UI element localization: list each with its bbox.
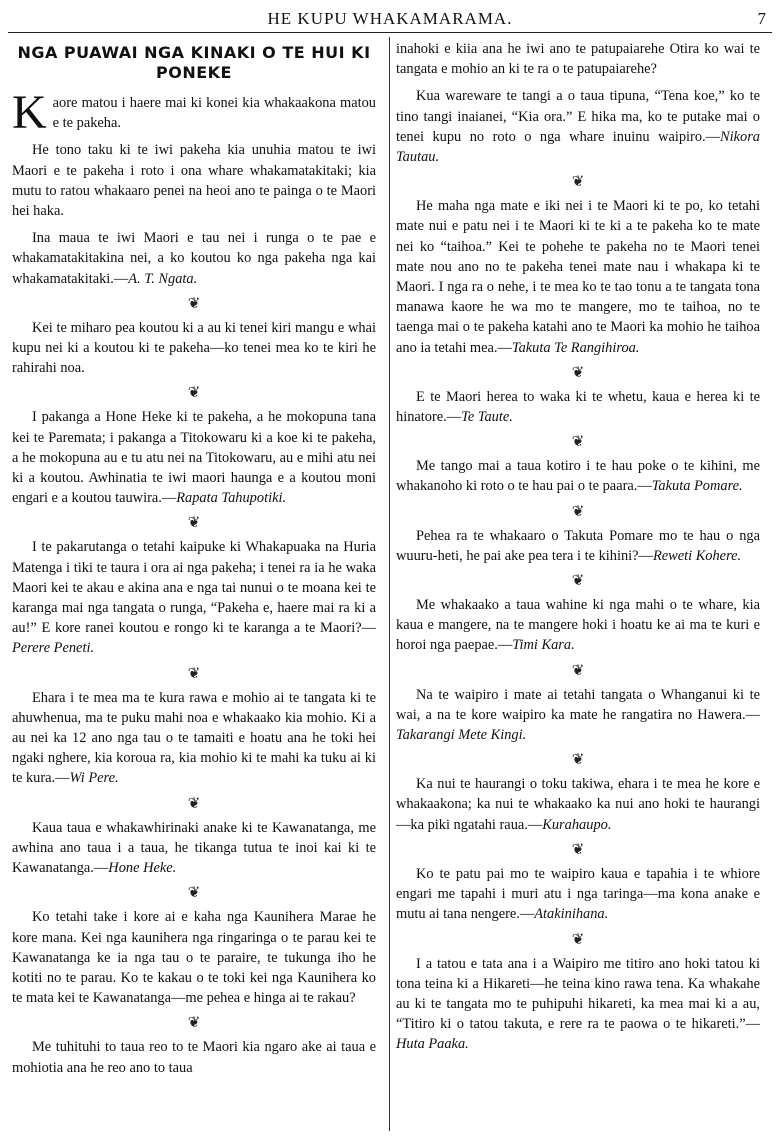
signature: Takuta Pomare. — [651, 478, 743, 495]
paragraph — [396, 774, 760, 835]
paragraph — [396, 685, 760, 746]
paragraph — [12, 1037, 376, 1077]
signature: A. T. Ngata. — [128, 270, 198, 287]
signature: Wi Pere. — [69, 770, 119, 787]
paragraph-text: Pehea ra te whakaaro o Takuta Pomare mo te hau o nga wuuru-heti, he pai ake pea tera i te kihini?— — [396, 527, 760, 564]
signature: Rapata Tahupotiki. — [176, 490, 287, 507]
paragraph — [396, 387, 760, 427]
paragraph-text: inahoki e kiia ana he iwi ano te patupaiarehe Otira ko wai te tangata e mohio an ki te ra o te patupaiarehe? — [396, 41, 760, 78]
paragraph-text: Ina maua te iwi Maori e tau nei i runga o te pae e whakamatakitakina nei, a ko koutou ko nga pakeha nga kai whakamatakitaki.— — [12, 230, 376, 287]
signature: Hone Heke. — [108, 860, 177, 877]
ornament-icon: ❦ — [571, 662, 585, 679]
paragraph — [396, 196, 760, 358]
signature: Huta Paaka. — [396, 1036, 469, 1053]
signature: Takuta Te Rangihiroa. — [511, 339, 640, 356]
ornament-icon: ❦ — [571, 434, 585, 451]
running-title: HE KUPU WHAKAMARAMA. — [267, 9, 513, 28]
page-number: 7 — [757, 9, 766, 28]
signature: Nikora Tautau. — [396, 128, 760, 166]
paragraph-text: aore matou i haere mai ki konei kia whakaakona matou e te pakeha. — [52, 95, 376, 132]
ornament-icon: ❦ — [187, 1015, 201, 1032]
paragraph-text: I a tatou e tata ana i a Waipiro me titiro ano hoki tatou ki tona teina ki a Hikareti—he teina kino rawa tena. Ka whakahe au ki te tangata mo te puhipuhi hikareti, ka mea mai ki a au, “Titiro ki o tatou takuta, e rere ra te paowa o te hikareti.”— — [396, 955, 760, 1033]
paragraph-text: Me whakaako a taua wahine ki nga mahi o te whare, kia kaua e mangere, na te mangere hoki i hoatu ke ai ma te kuri e horoi nga paepae.— — [396, 597, 760, 654]
paragraph-text: Ko te patu pai mo te waipiro kaua e tapahia i te whiore engari me tapahi i muri atu i nga taringa—ma kona anake e mutu ai tana nengere.— — [396, 865, 760, 923]
signature: Te Taute. — [461, 409, 513, 426]
drop-cap: K — [12, 86, 47, 139]
columns — [8, 33, 772, 1137]
paragraph-text: He tono taku ki te iwi pakeha kia unuhia matou te iwi Maori e te pakeha i roto i ona whare whakamatakitaki; kia mutu to ratou whakaaro penei na heoi ano te painga o te Maori hei haka. — [12, 142, 376, 220]
ornament-icon: ❦ — [571, 364, 585, 381]
ornament-icon: ❦ — [571, 841, 585, 858]
ornament-icon: ❦ — [187, 295, 201, 312]
paragraph-text: Na te waipiro i mate ai tetahi tangata o Whanganui ki te wai, a na te kore waipiro ka mate he rangatira no Hawera.— — [396, 686, 760, 723]
ornament-icon: ❦ — [187, 795, 201, 812]
paragraph-text: Kua wareware te tangi a o taua tipuna, “Tena koe,” ko te tino tangi inaianei, “Kia ora.” E hika ma, ko te putake mai o tenei kupu no roto o nga whare inuinu waipiro.— — [396, 88, 760, 145]
signature: Atakinihana. — [534, 906, 609, 923]
page-header — [8, 6, 772, 33]
ornament-icon: ❦ — [571, 174, 585, 191]
signature: Reweti Kohere. — [652, 547, 742, 564]
paragraph — [12, 407, 376, 508]
paragraph — [12, 140, 376, 221]
paragraph — [12, 688, 376, 789]
paragraph — [12, 318, 376, 379]
ornament-icon: ❦ — [187, 665, 201, 682]
paragraph — [12, 818, 376, 879]
paragraph-text: I te pakarutanga o tetahi kaipuke ki Whakapuaka na Huria Matenga i tiki te taura i ora ai nga pakeha; i tenei ra ia he waka Maori kei te akau e akina ana e nga tai nunui o te moana kei te karanga mai nga tangata o runga, “Pakeha e, haere mai ra ki a au!” E kore ranei koutou e rongo ki te karanga a te Maori?— — [12, 539, 376, 637]
ornament-icon: ❦ — [571, 752, 585, 769]
paragraph-text: He maha nga mate e iki nei i te Maori ki te po, ko tetahi mate nui e patu nei i te Maori ki te ki a te pakeha ko te mate nei ko “taihoa.” Kei te pohehe te pakeha no te Maori tenei mate nou ano no te pakeha tenei mate nau i whakapa ki te Maori. I nga ra o nehe, i te mea ko te tao tonu a te tangata tona manawa kaore he wa mo te mangere, mo te taihoa, no te taenga mai o te pakeha katahi ano te Maori ka mohio he taihoa ano ia tetahi mea.— — [396, 198, 760, 356]
column-rule — [389, 37, 390, 1131]
paragraph-text: Me tango mai a taua kotiro i te hau poke o te kihini, me whakanoho ki roto o te hau pai o te paara.— — [396, 458, 760, 495]
signature: Perere Peneti. — [12, 640, 95, 657]
paragraph-text: Ka nui te haurangi o toku takiwa, ehara i te mea he kore e whakaakona; ka nui te whakaako ka nui ano hoki te haurangi—ka piki ngatahi raua.— — [396, 776, 760, 833]
paragraph — [12, 907, 376, 1008]
signature: Kurahaupo. — [542, 816, 612, 833]
paragraph-text: Kaua taua e whakawhirinaki anake ki te Kawanatanga, me awhina ano taua i a taua, he tikanga tutua te inoi kai ki te Kawanatanga.— — [12, 819, 376, 877]
paragraph — [396, 595, 760, 656]
paragraph — [396, 456, 760, 496]
paragraph-text: Ko tetahi take i kore ai e kaha nga Kaunihera Marae he kore mana. Kei nga kaunihera nga ringaringa o te parau kei te Kawanatanga ke ia nga tau o te paraire, te tukunga iho he kotiti no te parau. Ko te kakau o te toki kei nga Kaunihera ko te mata kei te Kawanatanga—me pehea e hinga ai te rakau? — [12, 909, 376, 1007]
ornament-icon: ❦ — [571, 573, 585, 590]
ornament-icon: ❦ — [187, 885, 201, 902]
left-column — [8, 33, 386, 1137]
paragraph — [12, 537, 376, 658]
paragraph-text: E te Maori herea to waka ki te whetu, kaua e herea ki te hinatore.— — [396, 388, 760, 426]
ornament-icon: ❦ — [571, 931, 585, 948]
paragraph — [396, 954, 760, 1055]
paragraph — [12, 228, 376, 289]
paragraph — [12, 86, 376, 139]
right-column — [386, 33, 764, 1137]
article-title: NGA PUAWAI NGA KINAKI O TE HUI KI PONEKE — [17, 43, 371, 82]
signature: Timi Kara. — [512, 637, 575, 654]
paragraph — [396, 39, 760, 79]
paragraph — [396, 864, 760, 925]
signature: Takarangi Mete Kingi. — [396, 727, 527, 744]
paragraph-text: I pakanga a Hone Heke ki te pakeha, a he mokopuna tana kei te Paremata; i pakanga a Titokowaru ki a koe ki te pakeha, a he mokopuna au e tu atu nei na Titokowaru, au e mihi atu nei ki a koutou. Awhinatia te iwi maori haunga e a koutou moni engari e a koutou tauwira.— — [12, 409, 376, 507]
ornament-icon: ❦ — [187, 385, 201, 402]
paragraph — [396, 526, 760, 566]
ornament-icon: ❦ — [187, 515, 201, 532]
paragraph-text: Me tuhituhi to taua reo to te Maori kia ngaro ake ai taua e mohiotia ana he reo ano to taua — [12, 1039, 376, 1076]
paragraph-text: Kei te miharo pea koutou ki a au ki tenei kiri mangu e whai kupu nei ki a koutou ki te pakeha—ko tenei mea ko te kiri he rahirahi noa. — [12, 319, 376, 377]
ornament-icon: ❦ — [571, 503, 585, 520]
paragraph — [396, 86, 760, 167]
paragraph-text: Ehara i te mea ma te kura rawa e mohio ai te tangata ki te ahuwhenua, ma te puku mahi noa e whakaako kia mohio. Ki a au nei ka 12 ano nga tau o te tamaiti e hoatu ana he toki hei ngaki nghere, kia koroua ra, kia mohio ki te mahi ka tuku ai ki te kura.— — [12, 689, 376, 787]
